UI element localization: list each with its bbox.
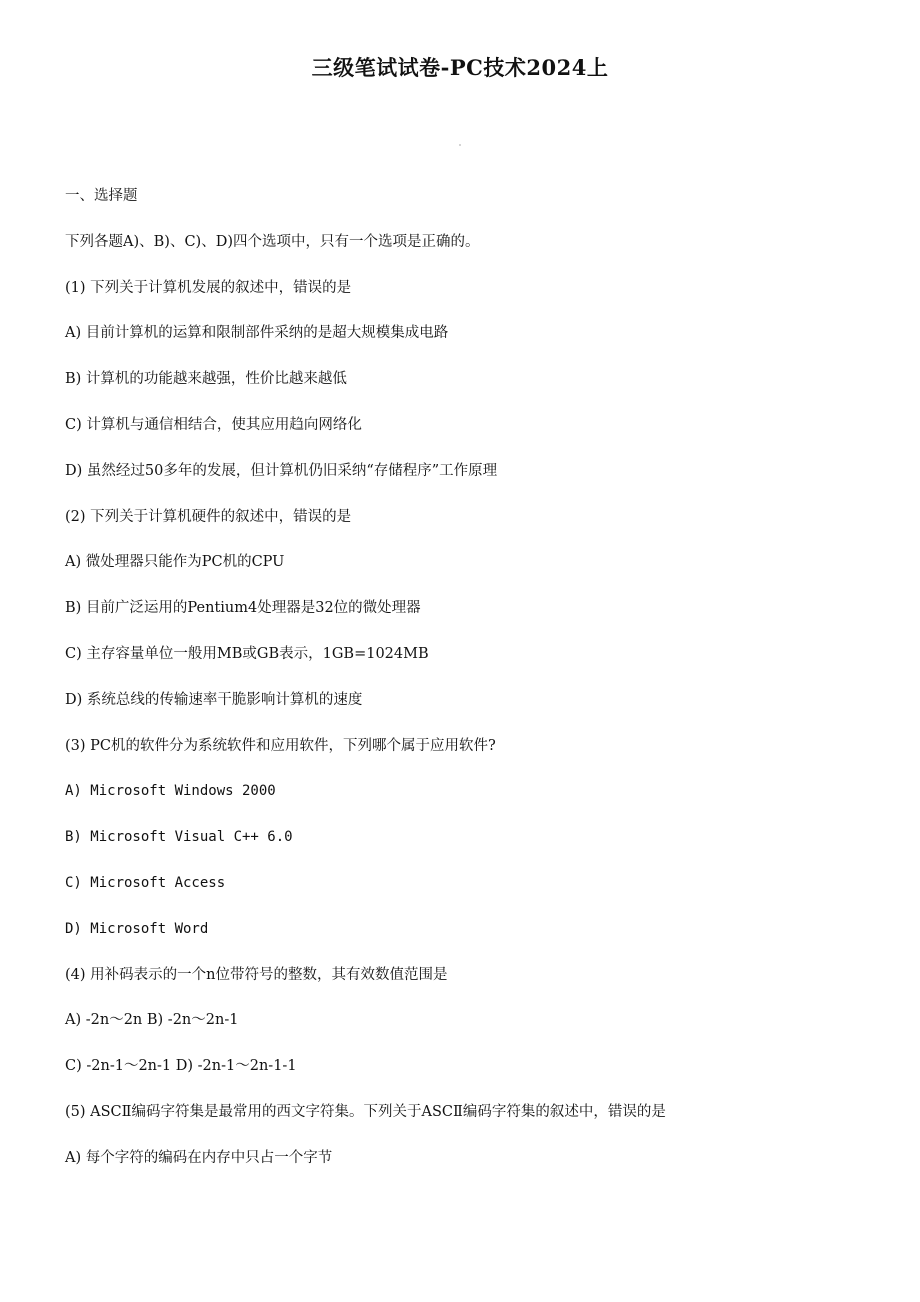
question-1-option-c: C) 计算机与通信相结合，使其应用趋向网络化 <box>65 416 362 433</box>
question-1: (1) 下列关于计算机发展的叙述中，错误的是 <box>65 279 352 296</box>
scan-speck <box>459 144 461 146</box>
question-3: (3) PC机的软件分为系统软件和应用软件，下列哪个属于应用软件? <box>65 737 496 754</box>
question-1-option-b: B) 计算机的功能越来越强，性价比越来越低 <box>65 371 347 388</box>
section-heading: 一、选择题 <box>65 188 138 204</box>
question-3-option-a: A) Microsoft Windows 2000 <box>65 783 276 800</box>
document-body <box>65 181 885 1189</box>
question-4-options-ab: A) -2n～2n B) -2n～2n-1 <box>65 1012 239 1029</box>
question-3-option-b: B) Microsoft Visual C++ 6.0 <box>65 829 293 846</box>
question-3-option-d: D) Microsoft Word <box>65 920 209 937</box>
question-5: (5) ASCⅡ编码字符集是最常用的西文字符集。下列关于ASCⅡ编码字符集的叙述中，错误的是 <box>65 1103 666 1120</box>
question-3-option-c: C) Microsoft Access <box>65 874 226 891</box>
document-title: 三级笔试试卷-PC技术2024上 <box>311 55 609 80</box>
question-2-option-b: B) 目前广泛运用的Pentium4处理器是32位的微处理器 <box>65 600 421 617</box>
question-4: (4) 用补码表示的一个n位带符号的整数，其有效数值范围是 <box>65 966 448 983</box>
question-2: (2) 下列关于计算机硬件的叙述中，错误的是 <box>65 508 352 525</box>
question-1-option-a: A) 目前计算机的运算和限制部件采纳的是超大规模集成电路 <box>65 325 449 342</box>
question-1-option-d: D) 虽然经过50多年的发展，但计算机仍旧采纳“存储程序”工作原理 <box>65 462 498 479</box>
question-2-option-a: A) 微处理器只能作为PC机的CPU <box>65 554 285 571</box>
question-2-option-d: D) 系统总线的传输速率干脆影响计算机的速度 <box>65 691 363 708</box>
question-2-option-c: C) 主存容量单位一般用MB或GB表示，1GB=1024MB <box>65 645 429 662</box>
question-5-option-a: A) 每个字符的编码在内存中只占一个字节 <box>65 1149 333 1166</box>
question-4-options-cd: C) -2n-1～2n-1 D) -2n-1～2n-1-1 <box>65 1058 297 1075</box>
instructions-line: 下列各题A)、B)、C)、D)四个选项中，只有一个选项是正确的。 <box>65 233 480 250</box>
